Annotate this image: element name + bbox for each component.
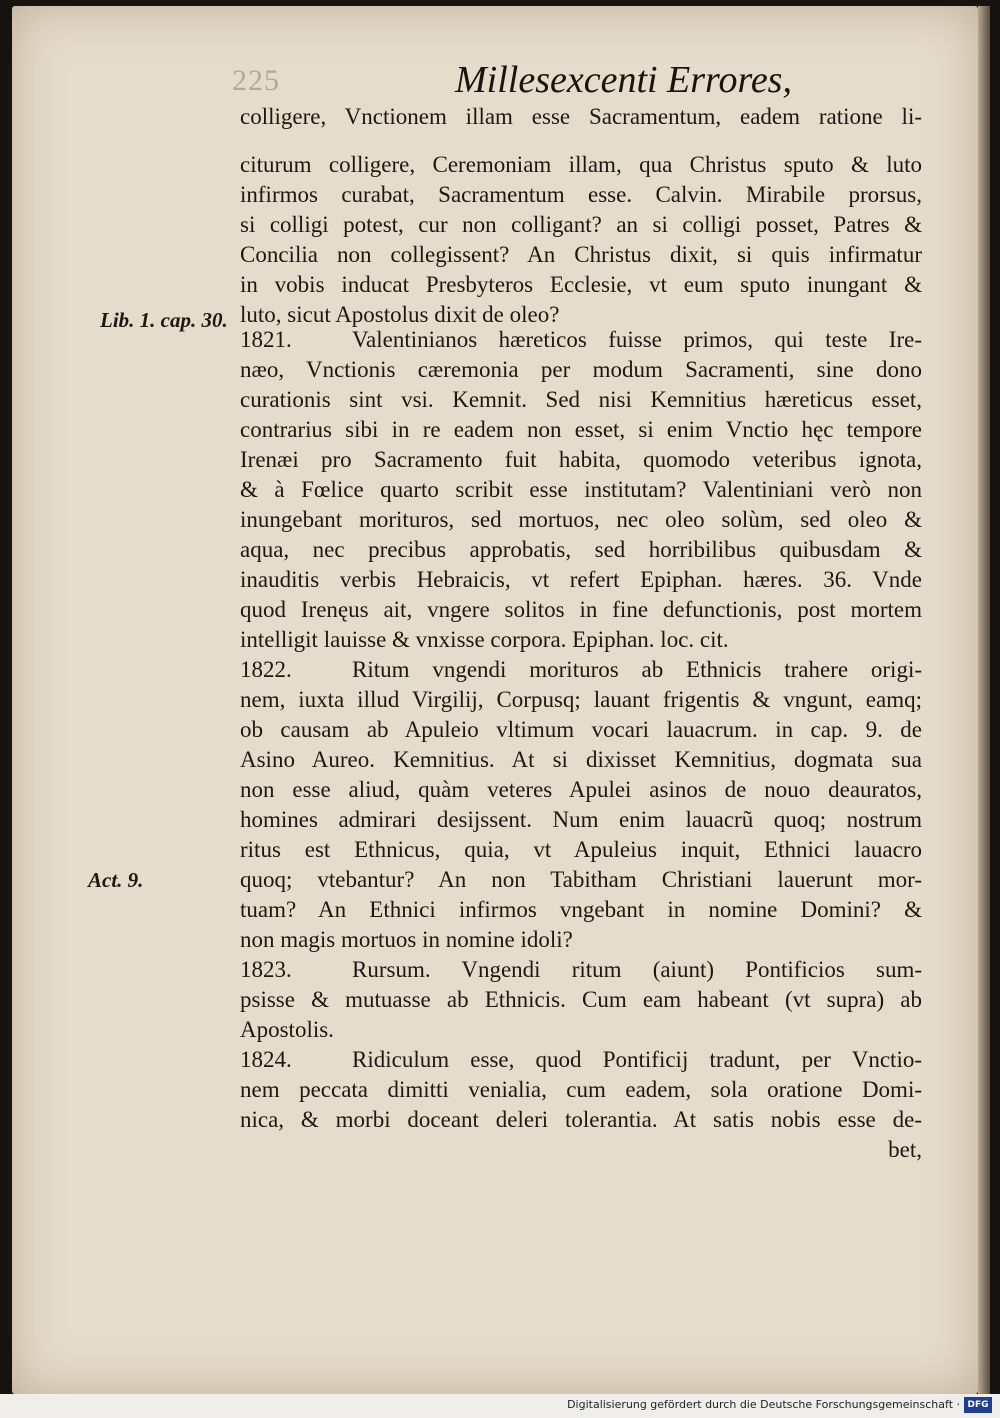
text-line: quoq; vtebantur? An non Tabitham Christiani lauerunt mor- [240, 867, 922, 892]
section-number: 1822. [240, 657, 292, 682]
text-line: 1823. Rursum. Vngendi ritum (aiunt) Pontificios sum- [240, 955, 922, 985]
text-line: 1824. Ridiculum esse, quod Pontificij tradunt, per Vnctio- [240, 1045, 922, 1075]
footer-bar [0, 1394, 1000, 1418]
text-line: nica, & morbi doceant deleri tolerantia. At satis nobis esse de- [240, 1107, 922, 1132]
text-line: quod Irenęus ait, vngere solitos in fine defunctionis, post mortem [240, 597, 922, 622]
text-line: Concilia non collegissent? An Christus dixit, si quis infirmatur [240, 242, 922, 267]
text-line: næo, Vnctionis cæremonia per modum Sacramenti, sine dono [240, 357, 922, 382]
text-line: curationis sint vsi. Kemnit. Sed nisi Kemnitius hæreticus esset, [240, 387, 922, 412]
text-line: homines admirari desijssent. Num enim lauacrũ quoq; nostrum [240, 807, 922, 832]
margin-note-act: Act. 9. [88, 868, 144, 892]
text-line: tuam? An Ethnici infirmos vngebant in nomine Domini? & [240, 897, 922, 922]
text-line: in vobis inducat Presbyteros Ecclesie, vt eum sputo inungant & [240, 272, 922, 297]
text-line: nem, iuxta illud Virgilij, Corpusq; lauant frigentis & vngunt, eamq; [240, 687, 922, 712]
text-line: 1822. Ritum vngendi morituros ab Ethnicis trahere origi- [240, 655, 922, 685]
text-line: si colligi potest, cur non colligant? an si colligi posset, Patres & [240, 212, 922, 237]
catchword: bet, [888, 1137, 922, 1162]
margin-note-lib: Lib. 1. cap. 30. [100, 308, 228, 332]
text-line: nem peccata dimitti venialia, cum eadem, sola oratione Domi- [240, 1077, 922, 1102]
text-line: Irenæi pro Sacramento fuit habita, quomodo veteribus ignota, [240, 447, 922, 472]
text-line: non esse aliud, quàm veteres Apulei asinos de nouo deauratos, [240, 777, 922, 802]
footer-credit: Digitalisierung gefördert durch die Deutsche Forschungsgemeinschaft · [567, 1398, 960, 1411]
text-line: non magis mortuos in nomine idoli? [240, 927, 573, 952]
text-line: Asino Aureo. Kemnitius. At si dixisset Kemnitius, dogmata sua [240, 747, 922, 772]
text-line: citurum colligere, Ceremoniam illam, qua Christus sputo & luto [240, 152, 922, 177]
text-line: ritus est Ethnicus, quia, vt Apuleius inquit, Ethnici lauacro [240, 837, 922, 862]
text-line: luto, sicut Apostolus dixit de oleo? [240, 302, 560, 327]
text-line: & à Fœlice quarto scribit esse institutam? Valentiniani verò non [240, 477, 922, 502]
section-number: 1821. [240, 327, 292, 352]
section-number: 1823. [240, 957, 292, 982]
text-line: inauditis verbis Hebraicis, vt refert Epiphan. hæres. 36. Vnde [240, 567, 922, 592]
page-number: 225 [232, 64, 280, 97]
text-line: Apostolis. [240, 1017, 334, 1042]
section-number: 1824. [240, 1047, 292, 1072]
text-line: infirmos curabat, Sacramentum esse. Calvin. Mirabile prorsus, [240, 182, 922, 207]
text-line: ob causam ab Apuleio vltimum vocari lauacrum. in cap. 9. de [240, 717, 922, 742]
text-line: contrarius sibi in re eadem non esset, si enim Vnctio hęc tempore [240, 417, 922, 442]
text-line: inungebant morituros, sed mortuos, nec oleo solùm, sed oleo & [240, 507, 922, 532]
text-line: aqua, nec precibus approbatis, sed horribilibus quibusdam & [240, 537, 922, 562]
text-line: 1821. Valentinianos hæreticos fuisse primos, qui teste Ire- [240, 325, 922, 355]
running-title: Millesexcenti Errores, [455, 59, 792, 101]
text-line: intelligit lauisse & vnxisse corpora. Epiphan. loc. cit. [240, 627, 729, 652]
page-edge [978, 6, 990, 1394]
dfg-logo-icon: DFG [964, 1397, 992, 1413]
text-line: colligere, Vnctionem illam esse Sacramentum, eadem ratione li- [240, 104, 922, 129]
text-line: psisse & mutuasse ab Ethnicis. Cum eam habeant (vt supra) ab [240, 987, 922, 1012]
